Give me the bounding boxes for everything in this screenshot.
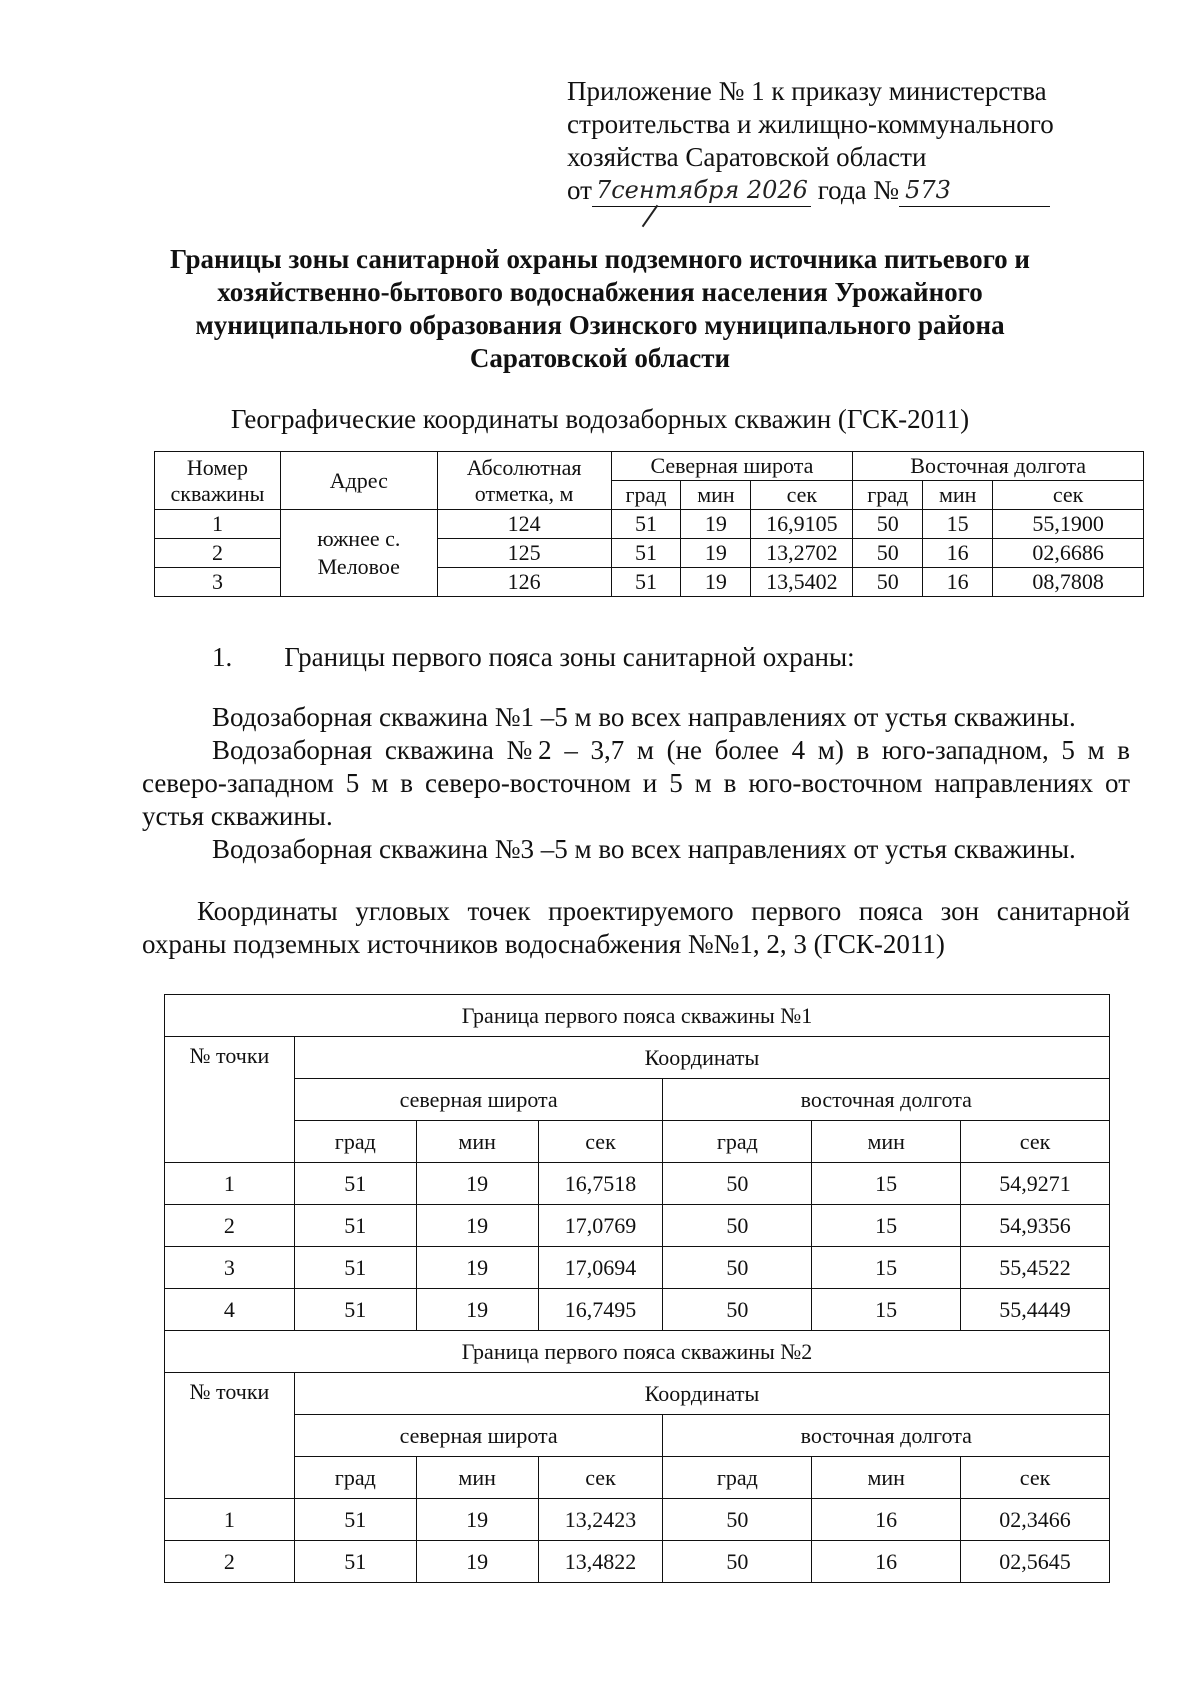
cell-north-min: 19 <box>416 1247 538 1289</box>
cell-well-number: 3 <box>155 568 281 597</box>
header-min: мин <box>416 1121 538 1163</box>
title-line-4: Саратовской области <box>469 343 731 373</box>
title-line-2: хозяйственно-бытового водоснабжения населения Урожайного <box>217 277 983 307</box>
header-sec: сек <box>961 1121 1110 1163</box>
section-number: 1. <box>212 642 233 672</box>
cell-point: 1 <box>165 1163 295 1205</box>
header-east-longitude: Восточная долгота <box>853 452 1144 481</box>
cell-east-deg: 50 <box>663 1205 812 1247</box>
header-deg: град <box>294 1121 416 1163</box>
cell-north-min: 19 <box>416 1541 538 1583</box>
header-address: Адрес <box>280 452 437 510</box>
cell-east-deg: 50 <box>853 510 923 539</box>
cell-north-min: 19 <box>681 568 751 597</box>
header-north-latitude: северная широта <box>294 1415 663 1457</box>
cell-east-min: 16 <box>812 1499 961 1541</box>
cell-point: 4 <box>165 1289 295 1331</box>
header-point-number: № точки <box>165 1037 295 1163</box>
header-min: мин <box>416 1457 538 1499</box>
table-row <box>165 1289 1110 1331</box>
cell-east-sec: 54,9271 <box>961 1163 1110 1205</box>
handwritten-number: 573 <box>899 176 1050 207</box>
cell-east-deg: 50 <box>663 1541 812 1583</box>
cell-north-deg: 51 <box>611 539 681 568</box>
from-label: от <box>567 175 592 205</box>
cell-point: 3 <box>165 1247 295 1289</box>
header-min: мин <box>923 481 993 510</box>
handwritten-date: 7сентября 2026 <box>592 176 811 207</box>
cell-point: 1 <box>165 1499 295 1541</box>
cell-north-deg: 51 <box>611 510 681 539</box>
header-elevation: Абсолютная отметка, м <box>437 452 611 510</box>
cell-north-sec: 13,2423 <box>538 1499 663 1541</box>
annex-line-1: Приложение № 1 к приказу министерства <box>567 76 1047 106</box>
cell-east-sec: 54,9356 <box>961 1205 1110 1247</box>
paragraph-points-caption <box>142 895 1130 961</box>
annex-line-2: строительства и жилищно-коммунального <box>567 109 1054 139</box>
cell-east-sec: 55,1900 <box>993 510 1144 539</box>
cell-east-deg: 50 <box>853 568 923 597</box>
header-min: мин <box>812 1457 961 1499</box>
cell-north-deg: 51 <box>294 1163 416 1205</box>
cell-elevation: 125 <box>437 539 611 568</box>
paragraph-text: Водозаборная скважина №2 – 3,7 м (не более 4 м) в юго-западном, 5 м в северо-западном 5 м в северо-восточном и 5 м в юго-восточном направлениях от устья скважины. <box>142 735 1130 831</box>
wells-table <box>154 451 1144 597</box>
document-title <box>130 243 1070 375</box>
header-sec: сек <box>961 1457 1110 1499</box>
cell-east-deg: 50 <box>663 1289 812 1331</box>
header-well-number: Номер скважины <box>155 452 281 510</box>
paragraph-text: Координаты угловых точек проектируемого первого пояса зон санитарной охраны подземных источников водоснабжения №№1, 2, 3 (ГСК-2011) <box>142 896 1130 959</box>
title-line-3: муниципального образования Озинского муниципального района <box>195 310 1005 340</box>
cell-north-min: 19 <box>416 1163 538 1205</box>
paragraph-well-2 <box>142 734 1130 833</box>
header-point-number: № точки <box>165 1373 295 1499</box>
cell-north-min: 19 <box>681 539 751 568</box>
header-north-latitude: северная широта <box>294 1079 663 1121</box>
table-row <box>165 1541 1110 1583</box>
cell-east-deg: 50 <box>663 1499 812 1541</box>
cell-east-sec: 55,4522 <box>961 1247 1110 1289</box>
cell-east-sec: 02,5645 <box>961 1541 1110 1583</box>
cell-well-number: 2 <box>155 539 281 568</box>
annex-date-line <box>567 174 1087 207</box>
table-row <box>165 1205 1110 1247</box>
annex-line-3: хозяйства Саратовской области <box>567 142 927 172</box>
header-east-longitude: восточная долгота <box>663 1415 1110 1457</box>
cell-east-min: 15 <box>812 1247 961 1289</box>
cell-north-sec: 17,0694 <box>538 1247 663 1289</box>
cell-north-min: 19 <box>416 1289 538 1331</box>
paragraph-well-1 <box>142 701 1130 734</box>
cell-elevation: 126 <box>437 568 611 597</box>
table-row <box>155 510 1144 539</box>
cell-point: 2 <box>165 1205 295 1247</box>
cell-east-deg: 50 <box>663 1247 812 1289</box>
cell-north-sec: 17,0769 <box>538 1205 663 1247</box>
header-north-latitude: Северная широта <box>611 452 853 481</box>
cell-address: южнее с. Меловое <box>280 510 437 597</box>
cell-well-number: 1 <box>155 510 281 539</box>
cell-north-sec: 16,7495 <box>538 1289 663 1331</box>
header-coordinates: Координаты <box>294 1373 1109 1415</box>
well-2-boundary-title: Граница первого пояса скважины №2 <box>165 1331 1110 1373</box>
cell-point: 2 <box>165 1541 295 1583</box>
cell-north-min: 19 <box>681 510 751 539</box>
header-deg: град <box>611 481 681 510</box>
header-deg: град <box>663 1121 812 1163</box>
header-sec: сек <box>538 1457 663 1499</box>
cell-north-sec: 16,9105 <box>751 510 853 539</box>
cell-east-sec: 55,4449 <box>961 1289 1110 1331</box>
pen-stroke <box>642 205 659 227</box>
header-deg: град <box>294 1457 416 1499</box>
cell-east-sec: 02,3466 <box>961 1499 1110 1541</box>
cell-north-deg: 51 <box>294 1205 416 1247</box>
cell-north-deg: 51 <box>294 1541 416 1583</box>
paragraph-text: Водозаборная скважина №3 –5 м во всех направлениях от устья скважины. <box>212 834 1076 864</box>
header-sec: сек <box>538 1121 663 1163</box>
header-min: мин <box>812 1121 961 1163</box>
cell-elevation: 124 <box>437 510 611 539</box>
header-deg: град <box>663 1457 812 1499</box>
cell-east-min: 15 <box>812 1289 961 1331</box>
cell-east-min: 16 <box>812 1541 961 1583</box>
title-line-1: Границы зоны санитарной охраны подземного источника питьевого и <box>169 244 1030 274</box>
table-row <box>165 1247 1110 1289</box>
cell-east-min: 15 <box>812 1205 961 1247</box>
year-label: года № <box>817 175 900 205</box>
paragraph-text: Водозаборная скважина №1 –5 м во всех направлениях от устья скважины. <box>212 702 1076 732</box>
paragraph-well-3 <box>142 833 1130 866</box>
cell-north-deg: 51 <box>294 1499 416 1541</box>
cell-east-min: 15 <box>812 1163 961 1205</box>
section-1-heading <box>212 641 855 674</box>
cell-north-min: 19 <box>416 1499 538 1541</box>
cell-east-sec: 02,6686 <box>993 539 1144 568</box>
cell-east-min: 16 <box>923 568 993 597</box>
cell-east-deg: 50 <box>663 1163 812 1205</box>
cell-east-deg: 50 <box>853 539 923 568</box>
section-heading-text: Границы первого пояса зоны санитарной охраны: <box>284 642 855 672</box>
header-coordinates: Координаты <box>294 1037 1109 1079</box>
header-east-longitude: восточная долгота <box>663 1079 1110 1121</box>
cell-north-min: 19 <box>416 1205 538 1247</box>
table-row <box>165 1499 1110 1541</box>
header-sec: сек <box>751 481 853 510</box>
header-min: мин <box>681 481 751 510</box>
header-deg: град <box>853 481 923 510</box>
cell-east-sec: 08,7808 <box>993 568 1144 597</box>
cell-north-deg: 51 <box>294 1247 416 1289</box>
header-sec: сек <box>993 481 1144 510</box>
annex-header <box>567 75 1087 207</box>
well-1-boundary-title: Граница первого пояса скважины №1 <box>165 995 1110 1037</box>
table-row <box>165 1163 1110 1205</box>
wells-table-caption: Географические координаты водозаборных скважин (ГСК-2011) <box>230 404 970 434</box>
cell-east-min: 16 <box>923 539 993 568</box>
cell-north-sec: 13,5402 <box>751 568 853 597</box>
points-table <box>164 994 1110 1583</box>
cell-north-sec: 13,4822 <box>538 1541 663 1583</box>
cell-north-sec: 13,2702 <box>751 539 853 568</box>
cell-north-sec: 16,7518 <box>538 1163 663 1205</box>
cell-north-deg: 51 <box>611 568 681 597</box>
cell-north-deg: 51 <box>294 1289 416 1331</box>
cell-east-min: 15 <box>923 510 993 539</box>
